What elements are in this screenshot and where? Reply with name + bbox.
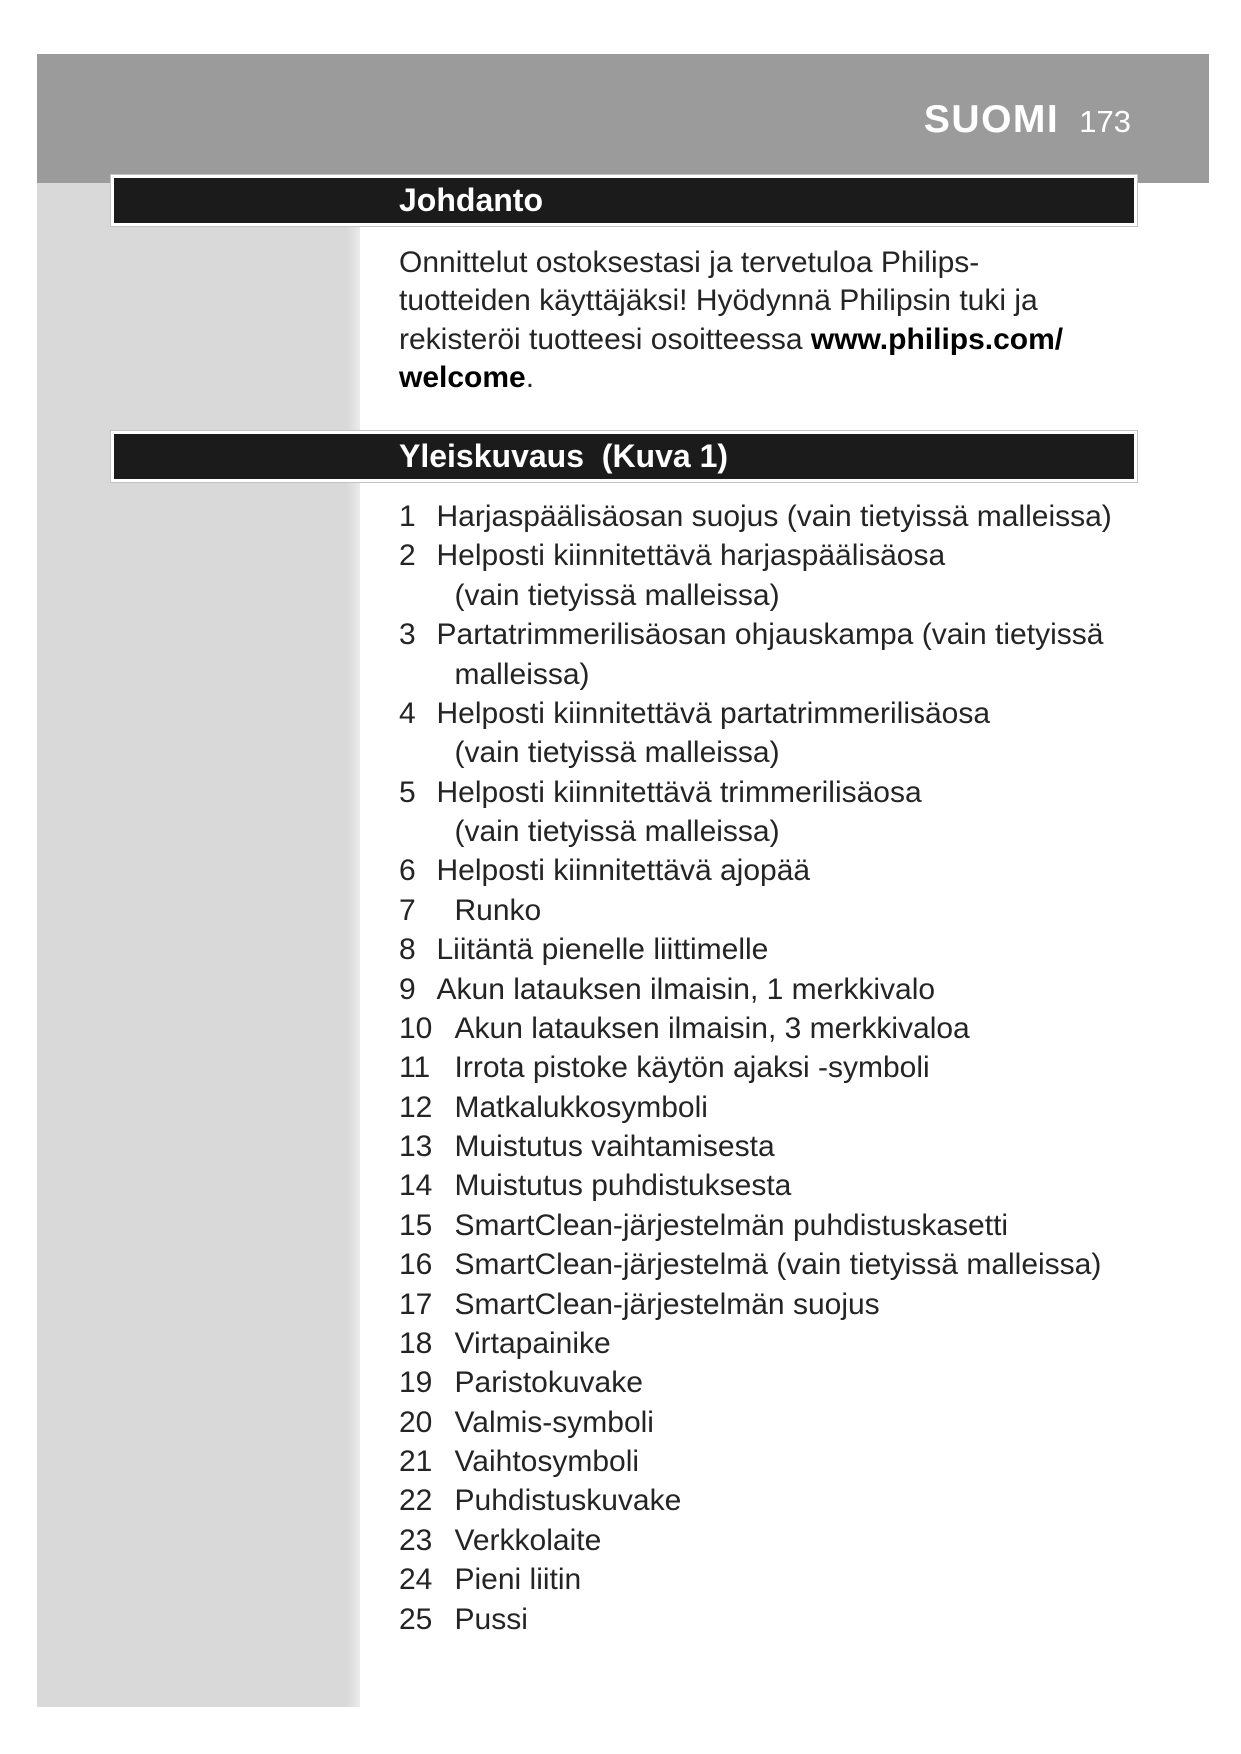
left-margin-panel (37, 183, 360, 1707)
item-number: 24 (399, 1563, 433, 1597)
item-label: Muistutus vaihtamisesta (454, 1130, 775, 1163)
item-label: Valmis-symboli (454, 1405, 654, 1439)
item-label-continued: (vain tietyissä malleissa) (454, 736, 780, 770)
item-label: Virtapainike (454, 1326, 611, 1360)
item-number: 15 (399, 1208, 433, 1242)
item-number: 10 (399, 1011, 433, 1045)
section-heading-bar (111, 431, 1137, 482)
part-list-item (399, 1600, 1112, 1639)
item-number: 20 (399, 1405, 433, 1439)
part-list-item (399, 773, 1112, 852)
item-label: Runko (454, 893, 542, 927)
item-number: 18 (399, 1326, 433, 1360)
item-label: Akun latauksen ilmaisin, 3 merkkivaloa (454, 1011, 970, 1045)
website-address: www.philips.com/ (810, 322, 1064, 356)
item-number: 9 (399, 972, 416, 1006)
item-number: 3 (399, 618, 416, 652)
item-number: 16 (399, 1248, 433, 1282)
section-heading-bar (111, 175, 1137, 226)
part-list-item (399, 970, 1112, 1009)
item-number: 17 (399, 1287, 433, 1321)
item-label: Verkkolaite (454, 1523, 602, 1557)
item-label-continued: (vain tietyissä malleissa) (454, 578, 780, 612)
part-list-item (399, 1166, 1112, 1205)
item-label: Pieni liitin (454, 1563, 582, 1597)
item-label: SmartClean-järjestelmä (vain tietyissä malleissa) (454, 1248, 1102, 1282)
intro-line: tuotteiden käyttäjäksi! Hyödynnä Philipsin tuki ja (399, 284, 1038, 318)
part-list-item (399, 930, 1112, 969)
part-list-item (399, 497, 1112, 536)
item-number: 5 (399, 775, 416, 809)
item-number: 12 (399, 1090, 433, 1124)
item-number: 11 (399, 1051, 431, 1085)
item-number: 8 (399, 933, 416, 967)
section-title-introduction: Johdanto (399, 182, 543, 218)
part-list-item (399, 1127, 1112, 1166)
item-label: SmartClean-järjestelmän suojus (454, 1287, 880, 1321)
part-list-item (399, 1560, 1112, 1599)
part-list-item (399, 1285, 1112, 1324)
item-label: Paristokuvake (454, 1366, 643, 1400)
item-label: Liitäntä pienelle liittimelle (436, 933, 769, 967)
item-number: 19 (399, 1366, 433, 1400)
item-number: 25 (399, 1602, 433, 1636)
item-number: 14 (399, 1169, 433, 1203)
part-list-item (399, 536, 1112, 615)
part-list-item (399, 1324, 1112, 1363)
intro-paragraph (399, 244, 1063, 397)
part-list-item (399, 1009, 1112, 1048)
part-list-item (399, 851, 1112, 890)
part-list-item (399, 891, 1112, 930)
item-label-continued: malleissa) (454, 657, 590, 691)
item-label: Vaihtosymboli (454, 1445, 640, 1478)
item-number: 4 (399, 696, 416, 730)
item-label: Akun latauksen ilmaisin, 1 merkkivalo (436, 972, 936, 1006)
part-list-item (399, 694, 1112, 773)
part-list-item (399, 1442, 1112, 1481)
item-label: Partatrimmerilisäosan ohjauskampa (vain tietyissä (436, 618, 1104, 652)
item-number: 1 (399, 500, 416, 533)
item-number: 7 (399, 893, 416, 927)
item-label: Harjaspäälisäosan suojus (vain tietyissä malleissa) (436, 500, 1112, 533)
item-label: Matkalukkosymboli (454, 1090, 708, 1124)
language-label: SUOMI (923, 98, 1060, 141)
item-number: 23 (399, 1523, 433, 1557)
item-label: Irrota pistoke käytön ajaksi -symboli (454, 1051, 930, 1085)
overview-parts-list (399, 497, 1112, 1639)
item-label-continued: (vain tietyissä malleissa) (454, 815, 780, 848)
part-list-item (399, 1363, 1112, 1402)
intro-line: Onnittelut ostoksestasi ja tervetuloa Philips- (399, 246, 980, 279)
item-label: Helposti kiinnitettävä trimmerilisäosa (436, 775, 922, 809)
part-list-item (399, 1088, 1112, 1127)
sentence-end: . (525, 360, 535, 394)
item-label: Puhdistuskuvake (454, 1484, 682, 1518)
part-list-item (399, 1403, 1112, 1442)
item-number: 13 (399, 1130, 433, 1163)
running-head (924, 100, 1131, 139)
item-number: 21 (399, 1445, 433, 1478)
section-title-overview: Yleiskuvaus (Kuva 1) (399, 438, 729, 474)
part-list-item (399, 1481, 1112, 1520)
item-label: SmartClean-järjestelmän puhdistuskasetti (454, 1208, 1009, 1242)
item-label: Muistutus puhdistuksesta (454, 1169, 792, 1203)
part-list-item (399, 1245, 1112, 1284)
part-list-item (399, 1206, 1112, 1245)
item-label: Helposti kiinnitettävä harjaspäälisäosa (436, 539, 946, 573)
item-label: Pussi (454, 1602, 528, 1636)
part-list-item (399, 1521, 1112, 1560)
item-number: 2 (399, 539, 416, 573)
item-number: 6 (399, 854, 416, 888)
website-address-continued: welcome (399, 360, 526, 394)
item-label: Helposti kiinnitettävä ajopää (436, 854, 811, 888)
page-number: 173 (1079, 104, 1131, 139)
part-list-item (399, 615, 1112, 694)
item-number: 22 (399, 1484, 433, 1518)
intro-line: rekisteröi tuotteesi osoitteessa (399, 322, 803, 356)
part-list-item (399, 1048, 1112, 1087)
item-label: Helposti kiinnitettävä partatrimmerilisäosa (436, 696, 991, 730)
